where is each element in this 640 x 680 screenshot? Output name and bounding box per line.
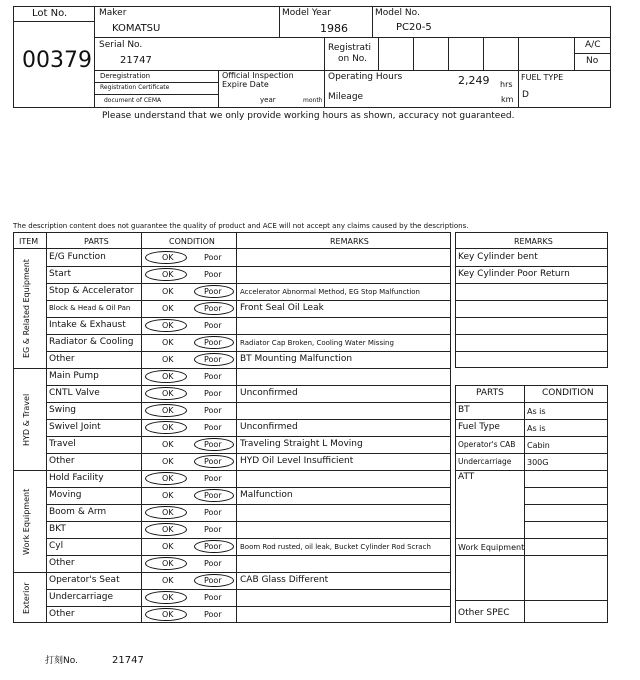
row-remark: Accelerator Abnormal Method, EG Stop Malfunction bbox=[240, 288, 420, 296]
row-part-label: Swing bbox=[49, 405, 76, 415]
hrs-label: hrs bbox=[500, 80, 513, 89]
spec-row-part: BT bbox=[458, 405, 470, 415]
row-part-label: BKT bbox=[49, 524, 66, 534]
row-part-label: Start bbox=[49, 269, 71, 279]
selected-condition-oval bbox=[145, 472, 187, 485]
row-ok-option[interactable]: OK bbox=[162, 389, 174, 398]
row-ok-option[interactable]: OK bbox=[162, 304, 174, 313]
row-poor-option[interactable]: Poor bbox=[204, 610, 222, 619]
row-poor-option[interactable]: Poor bbox=[204, 406, 222, 415]
row-ok-option[interactable]: OK bbox=[162, 474, 174, 483]
row-poor-option[interactable]: Poor bbox=[204, 440, 222, 449]
row-part-label: Stop & Accelerator bbox=[49, 286, 134, 296]
ac-value: No bbox=[586, 56, 599, 66]
selected-condition-oval bbox=[145, 387, 187, 400]
row-remark: HYD Oil Level Insufficient bbox=[240, 456, 354, 466]
disclaimer-text: The description content does not guarantee the quality of product and ACE will not accept any claims caused by the descriptions. bbox=[13, 222, 469, 230]
stamp-label: 打刻No. bbox=[45, 656, 78, 666]
spec-row-condition: Cabin bbox=[527, 441, 550, 450]
row-part-label: Cyl bbox=[49, 541, 64, 551]
fuel-type-label: FUEL TYPE bbox=[521, 73, 564, 82]
header-item: ITEM bbox=[19, 237, 39, 246]
row-poor-option[interactable]: Poor bbox=[204, 355, 222, 364]
model-no-value: PC20-5 bbox=[396, 22, 432, 33]
row-remark: Unconfirmed bbox=[240, 388, 298, 398]
spec-other-label: Other SPEC bbox=[458, 608, 510, 618]
spec-row-condition: As is bbox=[527, 407, 546, 416]
row-ok-option[interactable]: OK bbox=[162, 287, 174, 296]
row-ok-option[interactable]: OK bbox=[162, 423, 174, 432]
maker-value: KOMATSU bbox=[112, 23, 161, 34]
ac-label: A/C bbox=[585, 40, 601, 50]
row-ok-option[interactable]: OK bbox=[162, 406, 174, 415]
selected-condition-oval bbox=[145, 557, 187, 570]
header-remarks: REMARKS bbox=[330, 237, 369, 246]
row-poor-option[interactable]: Poor bbox=[204, 389, 222, 398]
selected-condition-oval bbox=[194, 489, 234, 502]
row-poor-option[interactable]: Poor bbox=[204, 542, 222, 551]
serial-label: Serial No. bbox=[99, 40, 143, 50]
row-ok-option[interactable]: OK bbox=[162, 338, 174, 347]
row-ok-option[interactable]: OK bbox=[162, 559, 174, 568]
spec-row-condition: 300G bbox=[527, 458, 549, 467]
deregistration-label: Deregistration bbox=[100, 72, 151, 80]
group-label-eg: EG & Related Equipment bbox=[22, 259, 31, 358]
fuel-type-value: D bbox=[522, 90, 529, 100]
header-parts: PARTS bbox=[84, 237, 109, 246]
row-remark: Malfunction bbox=[240, 490, 293, 500]
row-remark: Unconfirmed bbox=[240, 422, 298, 432]
row-remark: Boom Rod rusted, oil leak, Bucket Cylinder Rod Scrach bbox=[240, 543, 431, 551]
row-ok-option[interactable]: OK bbox=[162, 270, 174, 279]
row-part-label: Block & Head & Oil Pan bbox=[49, 304, 131, 312]
row-ok-option[interactable]: OK bbox=[162, 440, 174, 449]
model-year-label: Model Year bbox=[282, 8, 331, 18]
selected-condition-oval bbox=[194, 302, 234, 315]
row-poor-option[interactable]: Poor bbox=[204, 576, 222, 585]
mileage-label: Mileage bbox=[328, 92, 364, 102]
row-poor-option[interactable]: Poor bbox=[204, 559, 222, 568]
month-label: month bbox=[303, 97, 323, 104]
spec-row-condition: As is bbox=[527, 424, 546, 433]
maker-label: Maker bbox=[99, 8, 127, 18]
right-remark-line: Key Cylinder bent bbox=[458, 252, 538, 262]
row-ok-option[interactable]: OK bbox=[162, 576, 174, 585]
row-ok-option[interactable]: OK bbox=[162, 372, 174, 381]
row-part-label: Other bbox=[49, 456, 75, 466]
row-part-label: Operator's Seat bbox=[49, 575, 120, 585]
row-ok-option[interactable]: OK bbox=[162, 491, 174, 500]
selected-condition-oval bbox=[145, 421, 187, 434]
selected-condition-oval bbox=[145, 404, 187, 417]
row-poor-option[interactable]: Poor bbox=[204, 270, 222, 279]
serial-value: 21747 bbox=[120, 55, 152, 66]
selected-condition-oval bbox=[194, 336, 234, 349]
right-remarks-header: REMARKS bbox=[514, 237, 553, 246]
row-poor-option[interactable]: Poor bbox=[204, 287, 222, 296]
row-part-label: Intake & Exhaust bbox=[49, 320, 126, 330]
operating-hours-label: Operating Hours bbox=[328, 72, 403, 82]
row-ok-option[interactable]: OK bbox=[162, 542, 174, 551]
model-no-label: Model No. bbox=[375, 8, 420, 18]
row-part-label: Main Pump bbox=[49, 371, 99, 381]
selected-condition-oval bbox=[145, 251, 187, 264]
row-part-label: Radiator & Cooling bbox=[49, 337, 134, 347]
row-ok-option[interactable]: OK bbox=[162, 593, 174, 602]
reg-cert-label: Registration Certificate bbox=[100, 84, 170, 91]
header-condition: CONDITION bbox=[169, 237, 215, 246]
row-poor-option[interactable]: Poor bbox=[204, 338, 222, 347]
row-poor-option[interactable]: Poor bbox=[204, 474, 222, 483]
row-part-label: Travel bbox=[49, 439, 76, 449]
row-part-label: Other bbox=[49, 609, 75, 619]
row-ok-option[interactable]: OK bbox=[162, 355, 174, 364]
row-ok-option[interactable]: OK bbox=[162, 321, 174, 330]
inspection-label-2: Expire Date bbox=[222, 80, 269, 89]
row-poor-option[interactable]: Poor bbox=[204, 457, 222, 466]
stamp-value: 21747 bbox=[112, 655, 144, 666]
spec-condition-header: CONDITION bbox=[542, 388, 594, 398]
selected-condition-oval bbox=[145, 523, 187, 536]
registration-label-1: Registrati bbox=[328, 43, 372, 53]
selected-condition-oval bbox=[145, 319, 187, 332]
spec-work-equipment-label: Work Equipment bbox=[458, 543, 525, 552]
row-ok-option[interactable]: OK bbox=[162, 253, 174, 262]
selected-condition-oval bbox=[194, 438, 234, 451]
row-poor-option[interactable]: Poor bbox=[204, 372, 222, 381]
cema-label: document of CEMA bbox=[104, 97, 162, 104]
selected-condition-oval bbox=[145, 608, 187, 621]
selected-condition-oval bbox=[194, 455, 234, 468]
operating-hours-value: 2,249 bbox=[458, 74, 490, 87]
selected-condition-oval bbox=[145, 370, 187, 383]
km-label: km bbox=[501, 95, 514, 104]
inspection-label-1: Official Inspection bbox=[222, 71, 294, 80]
group-label-work: Work Equipment bbox=[22, 488, 31, 555]
row-poor-option[interactable]: Poor bbox=[204, 304, 222, 313]
row-ok-option[interactable]: OK bbox=[162, 525, 174, 534]
row-poor-option[interactable]: Poor bbox=[204, 491, 222, 500]
registration-label-2: on No. bbox=[338, 54, 368, 64]
spec-row-part: Operator's CAB bbox=[458, 440, 516, 449]
spec-row-part: Undercarriage bbox=[458, 457, 512, 466]
selected-condition-oval bbox=[145, 268, 187, 281]
row-part-label: E/G Function bbox=[49, 252, 106, 262]
row-poor-option[interactable]: Poor bbox=[204, 593, 222, 602]
group-label-exterior: Exterior bbox=[22, 582, 31, 614]
group-label-hyd: HYD & Travel bbox=[22, 393, 31, 446]
row-remark: Front Seal Oil Leak bbox=[240, 303, 324, 313]
row-remark: BT Mounting Malfunction bbox=[240, 354, 353, 364]
selected-condition-oval bbox=[194, 540, 234, 553]
lot-number: 00379 bbox=[22, 48, 92, 73]
spec-parts-header: PARTS bbox=[476, 388, 504, 398]
right-remark-line: Key Cylinder Poor Return bbox=[458, 269, 570, 279]
row-part-label: Moving bbox=[49, 490, 82, 500]
row-ok-option[interactable]: OK bbox=[162, 610, 174, 619]
row-remark: CAB Glass Different bbox=[240, 575, 329, 585]
notice-text: Please understand that we only provide working hours as shown, accuracy not guaranteed. bbox=[102, 111, 515, 121]
row-part-label: Undercarriage bbox=[49, 592, 114, 602]
row-part-label: Boom & Arm bbox=[49, 507, 107, 517]
year-label: year bbox=[260, 96, 276, 104]
row-poor-option[interactable]: Poor bbox=[204, 508, 222, 517]
row-part-label: Swivel Joint bbox=[49, 422, 101, 432]
spec-att-label: ATT bbox=[458, 472, 475, 482]
row-poor-option[interactable]: Poor bbox=[204, 525, 222, 534]
row-poor-option[interactable]: Poor bbox=[204, 253, 222, 262]
row-part-label: Other bbox=[49, 354, 75, 364]
lot-label: Lot No. bbox=[32, 8, 68, 19]
row-remark: Radiator Cap Broken, Cooling Water Missing bbox=[240, 339, 394, 347]
row-poor-option[interactable]: Poor bbox=[204, 321, 222, 330]
row-ok-option[interactable]: OK bbox=[162, 508, 174, 517]
row-part-label: Other bbox=[49, 558, 75, 568]
selected-condition-oval bbox=[145, 591, 187, 604]
model-year-value: 1986 bbox=[320, 22, 348, 35]
spec-row-part: Fuel Type bbox=[458, 422, 500, 432]
row-poor-option[interactable]: Poor bbox=[204, 423, 222, 432]
row-ok-option[interactable]: OK bbox=[162, 457, 174, 466]
selected-condition-oval bbox=[194, 285, 234, 298]
selected-condition-oval bbox=[194, 353, 234, 366]
row-remark: Traveling Straight L Moving bbox=[240, 439, 363, 449]
row-part-label: Hold Facility bbox=[49, 473, 104, 483]
row-part-label: CNTL Valve bbox=[49, 388, 100, 398]
selected-condition-oval bbox=[194, 574, 234, 587]
selected-condition-oval bbox=[145, 506, 187, 519]
